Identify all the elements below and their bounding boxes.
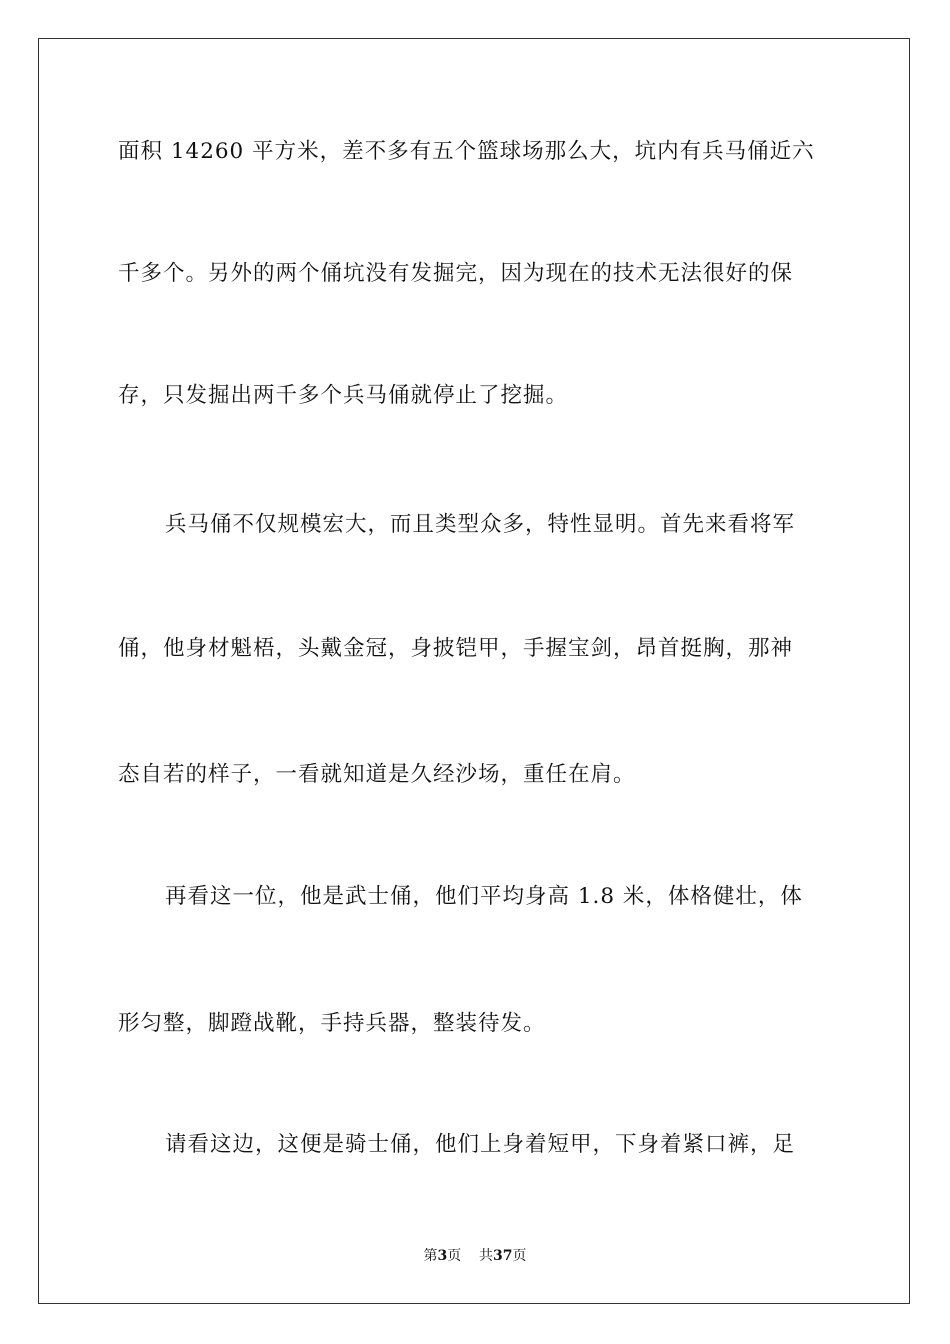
- page-number: 3: [437, 1248, 448, 1264]
- page-footer: [0, 1246, 950, 1266]
- paragraph-1-line-2: 千多个。另外的两个俑坑没有发掘完，因为现在的技术无法很好的保: [118, 261, 794, 286]
- total-suffix: 页: [512, 1248, 527, 1264]
- paragraph-2-line-1: 兵马俑不仅规模宏大，而且类型众多，特性显明。首先来看将军: [165, 512, 796, 537]
- paragraph-2-line-3: 态自若的样子，一看就知道是久经沙场，重任在肩。: [118, 762, 636, 787]
- paragraph-3-line-1: 再看这一位，他是武士俑，他们平均身高 1.8 米，体格健壮，体: [165, 884, 803, 909]
- total-prefix: 共: [479, 1248, 494, 1264]
- paragraph-1-line-1: 面积 14260 平方米，差不多有五个篮球场那么大，坑内有兵马俑近六: [118, 139, 815, 164]
- page-border: [38, 38, 910, 1304]
- page-prefix: 第: [423, 1248, 438, 1264]
- total-pages: 37: [493, 1248, 513, 1264]
- page-suffix: 页: [447, 1248, 462, 1264]
- paragraph-1-line-3: 存，只发掘出两千多个兵马俑就停止了挖掘。: [118, 383, 569, 408]
- paragraph-2-line-2: 俑，他身材魁梧，头戴金冠，身披铠甲，手握宝剑，昂首挺胸，那神: [118, 636, 794, 661]
- paragraph-4-line-1: 请看这边，这便是骑士俑，他们上身着短甲，下身着紧口裤，足: [165, 1132, 796, 1157]
- paragraph-3-line-2: 形匀整，脚蹬战靴，手持兵器，整装待发。: [118, 1011, 546, 1036]
